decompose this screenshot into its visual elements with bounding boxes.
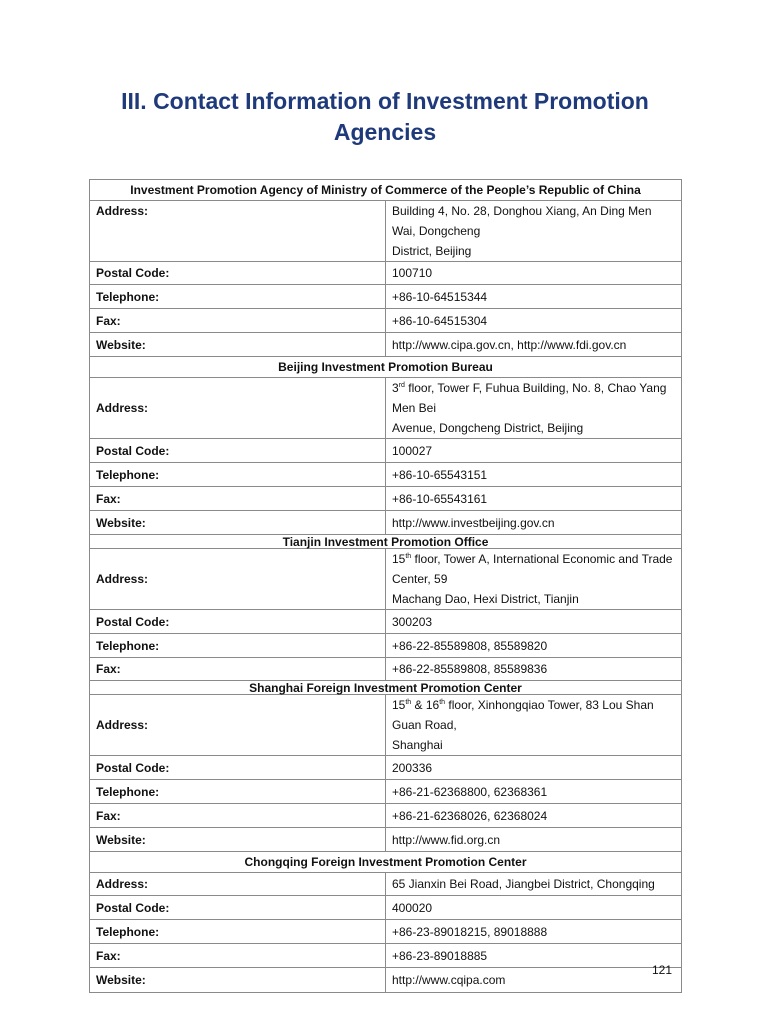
postal-value: 100710 <box>386 262 682 285</box>
postal-label: Postal Code: <box>90 262 386 285</box>
website-link[interactable]: http://www.investbeijing.gov.cn <box>386 511 682 535</box>
postal-label: Postal Code: <box>90 439 386 463</box>
telephone-row <box>90 920 682 944</box>
ordinal-suffix: th <box>405 553 412 560</box>
postal-row <box>90 896 682 920</box>
agency-name: Beijing Investment Promotion Bureau <box>90 357 682 378</box>
address-value <box>386 549 682 610</box>
telephone-label: Telephone: <box>90 920 386 944</box>
website-label: Website: <box>90 828 386 852</box>
floor-number: 3 <box>392 381 399 395</box>
postal-value: 300203 <box>386 610 682 634</box>
address-label: Address: <box>90 873 386 896</box>
telephone-row <box>90 780 682 804</box>
agency-header-row <box>90 357 682 378</box>
agency-header-row <box>90 180 682 201</box>
address-line: Avenue, Dongcheng District, Beijing <box>392 421 584 435</box>
fax-value: +86-23-89018885 <box>386 944 682 968</box>
address-label: Address: <box>90 549 386 610</box>
telephone-value: +86-21-62368800, 62368361 <box>386 780 682 804</box>
postal-label: Postal Code: <box>90 896 386 920</box>
address-text: floor, Xinhongqiao Tower, 83 Lou Shan Guan Road, <box>392 698 654 732</box>
website-row <box>90 511 682 535</box>
address-value <box>386 201 682 262</box>
fax-label: Fax: <box>90 944 386 968</box>
fax-row <box>90 309 682 333</box>
postal-value: 100027 <box>386 439 682 463</box>
website-label: Website: <box>90 968 386 993</box>
address-value <box>386 695 682 756</box>
address-row <box>90 201 682 262</box>
fax-value: +86-22-85589808, 85589836 <box>386 658 682 681</box>
floor-number: & 16 <box>411 698 440 712</box>
website-label: Website: <box>90 333 386 357</box>
fax-row <box>90 804 682 828</box>
telephone-label: Telephone: <box>90 463 386 487</box>
fax-row <box>90 658 682 681</box>
page-title <box>0 86 770 148</box>
telephone-value: +86-23-89018215, 89018888 <box>386 920 682 944</box>
ordinal-suffix: th <box>439 699 446 706</box>
website-label: Website: <box>90 511 386 535</box>
fax-row <box>90 487 682 511</box>
website-link[interactable]: http://www.cqipa.com <box>386 968 682 993</box>
address-line <box>392 549 675 589</box>
fax-label: Fax: <box>90 804 386 828</box>
telephone-label: Telephone: <box>90 780 386 804</box>
address-line: District, Beijing <box>392 244 472 258</box>
website-link[interactable]: http://www.cipa.gov.cn, http://www.fdi.gov.cn <box>386 333 682 357</box>
address-value <box>386 378 682 439</box>
address-value: 65 Jianxin Bei Road, Jiangbei District, Chongqing <box>386 873 682 896</box>
fax-label: Fax: <box>90 309 386 333</box>
fax-value: +86-10-65543161 <box>386 487 682 511</box>
address-label: Address: <box>90 378 386 439</box>
postal-row <box>90 262 682 285</box>
address-line <box>392 378 675 418</box>
postal-label: Postal Code: <box>90 610 386 634</box>
address-row <box>90 549 682 610</box>
page-title-line2: Agencies <box>333 119 437 145</box>
agency-name: Investment Promotion Agency of Ministry of Commerce of the People’s Republic of China <box>90 180 682 201</box>
website-row <box>90 968 682 993</box>
agency-name: Chongqing Foreign Investment Promotion Center <box>90 852 682 873</box>
website-row <box>90 828 682 852</box>
telephone-row <box>90 634 682 658</box>
agency-header-row <box>90 681 682 695</box>
telephone-row <box>90 285 682 309</box>
fax-value: +86-10-64515304 <box>386 309 682 333</box>
floor-number: 15 <box>392 552 406 566</box>
address-row <box>90 873 682 896</box>
address-line <box>392 695 675 735</box>
postal-value: 400020 <box>386 896 682 920</box>
postal-row <box>90 610 682 634</box>
postal-value: 200336 <box>386 756 682 780</box>
telephone-value: +86-10-65543151 <box>386 463 682 487</box>
ordinal-suffix: th <box>405 699 412 706</box>
agency-header-row <box>90 852 682 873</box>
address-row <box>90 695 682 756</box>
agency-name: Tianjin Investment Promotion Office <box>90 535 682 549</box>
telephone-value: +86-22-85589808, 85589820 <box>386 634 682 658</box>
telephone-value: +86-10-64515344 <box>386 285 682 309</box>
address-text: floor, Tower F, Fuhua Building, No. 8, Chao Yang Men Bei <box>392 381 667 415</box>
address-line: Machang Dao, Hexi District, Tianjin <box>392 592 579 606</box>
website-link[interactable]: http://www.fid.org.cn <box>386 828 682 852</box>
telephone-label: Telephone: <box>90 634 386 658</box>
fax-value: +86-21-62368026, 62368024 <box>386 804 682 828</box>
postal-label: Postal Code: <box>90 756 386 780</box>
address-text: floor, Tower A, International Economic and Trade Center, 59 <box>392 552 673 586</box>
fax-label: Fax: <box>90 658 386 681</box>
page-title-line1: III. Contact Information of Investment Promotion <box>121 88 649 114</box>
floor-number: 15 <box>392 698 406 712</box>
address-line: Shanghai <box>392 738 443 752</box>
address-row <box>90 378 682 439</box>
agency-header-row <box>90 535 682 549</box>
postal-row <box>90 439 682 463</box>
address-label: Address: <box>90 695 386 756</box>
ordinal-suffix: rd <box>398 382 405 389</box>
telephone-label: Telephone: <box>90 285 386 309</box>
contacts-table <box>89 179 682 993</box>
fax-label: Fax: <box>90 487 386 511</box>
agency-name: Shanghai Foreign Investment Promotion Center <box>90 681 682 695</box>
page-number: 121 <box>652 963 673 977</box>
fax-row <box>90 944 682 968</box>
website-row <box>90 333 682 357</box>
telephone-row <box>90 463 682 487</box>
address-label: Address: <box>90 201 386 262</box>
address-line: Building 4, No. 28, Donghou Xiang, An Ding Men Wai, Dongcheng <box>392 204 652 238</box>
postal-row <box>90 756 682 780</box>
